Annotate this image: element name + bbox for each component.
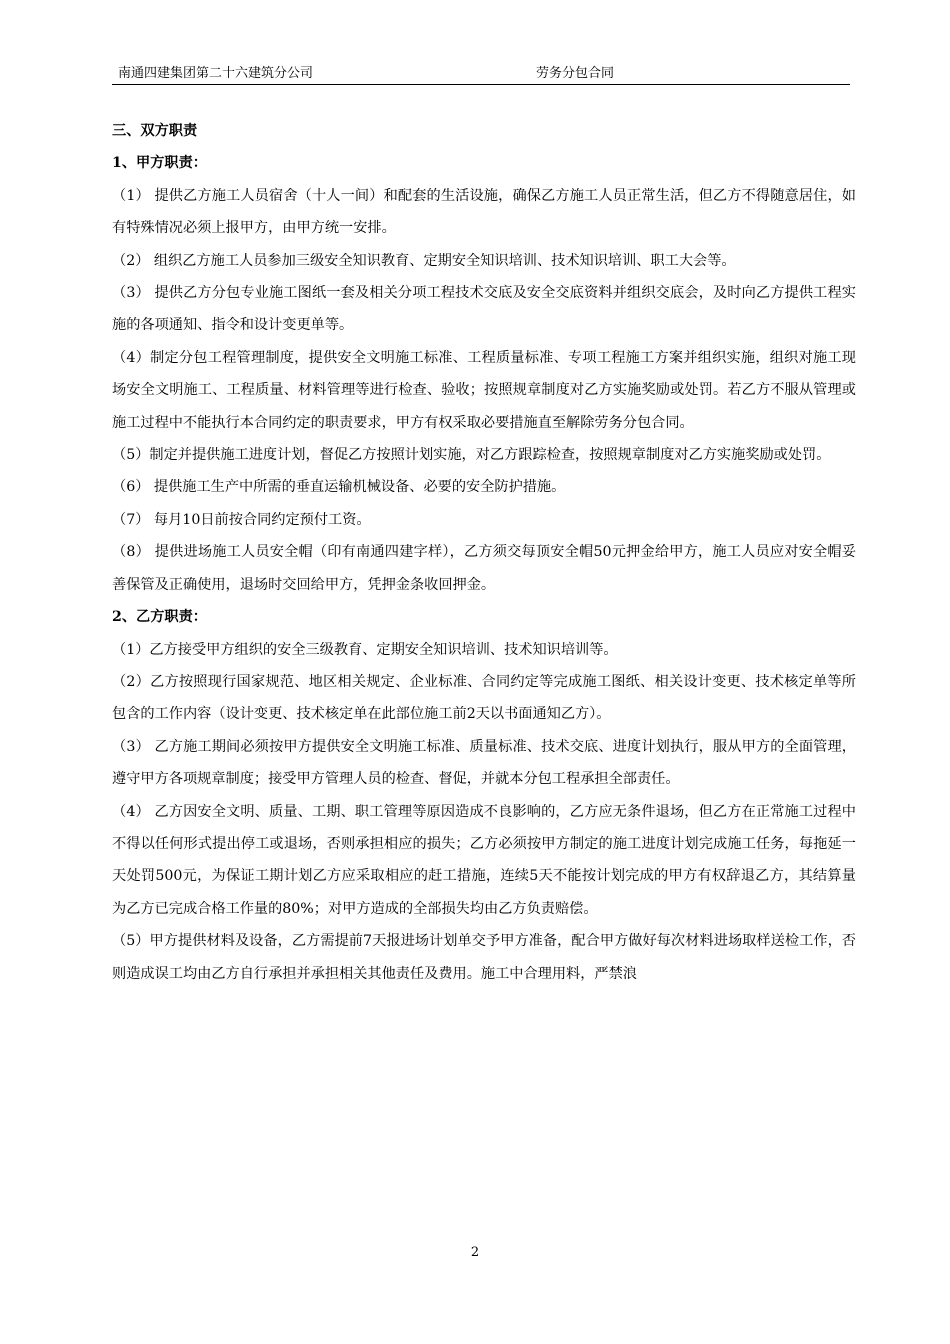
party-b-title: 2、乙方职责：	[112, 609, 207, 626]
party-b-item-5: （5）甲方提供材料及设备，乙方需提前7天报进场计划单交予甲方准备，配合甲方做好每次材料进场取样送检工作，否则造成误工均由乙方自行承担并承担相关其他责任及费用。施工中合理用料，严禁浪	[112, 933, 856, 982]
party-a-title: 1、甲方职责：	[112, 155, 207, 172]
header-doc-title: 劳务分包合同	[536, 66, 615, 81]
header-company: 南通四建集团第二十六建筑分公司	[118, 66, 314, 81]
section-title: 三、双方职责	[112, 123, 198, 139]
document-body	[112, 115, 856, 990]
party-a-item-2: （2） 组织乙方施工人员参加三级安全知识教育、定期安全知识培训、技术知识培训、职工大会等。	[112, 252, 736, 269]
party-a-item-1: （1） 提供乙方施工人员宿舍（十人一间）和配套的生活设施，确保乙方施工人员正常生活，但乙方不得随意居住，如有特殊情况必须上报甲方，由甲方统一安排。	[112, 187, 856, 237]
party-a-item-7: （7） 每月10日前按合同约定预付工资。	[112, 511, 371, 528]
party-b-item-3: （3） 乙方施工期间必须按甲方提供安全文明施工标准、质量标准、技术交底、进度计划执行，服从甲方的全面管理，遵守甲方各项规章制度；接受甲方管理人员的检查、督促，并就本分包工程承担全部责任。	[112, 738, 856, 788]
party-a-item-3: （3） 提供乙方分包专业施工图纸一套及相关分项工程技术交底及安全交底资料并组织交底会，及时向乙方提供工程实施的各项通知、指令和设计变更单等。	[112, 285, 856, 334]
page-header	[112, 66, 850, 85]
party-a-item-4: （4）制定分包工程管理制度，提供安全文明施工标准、工程质量标准、专项工程施工方案并组织实施，组织对施工现场安全文明施工、工程质量、材料管理等进行检查、验收；按照规章制度对乙方实施奖励或处罚。若乙方不服从管理或施工过程中不能执行本合同约定的职责要求，甲方有权采取必要措施直至解除劳务分包合同。	[112, 349, 856, 431]
party-a-item-8: （8） 提供进场施工人员安全帽（印有南通四建字样），乙方须交每顶安全帽50元押金给甲方，施工人员应对安全帽妥善保管及正确使用，退场时交回给甲方，凭押金条收回押金。	[112, 544, 856, 593]
party-a-item-5: （5）制定并提供施工进度计划，督促乙方按照计划实施，对乙方跟踪检查，按照规章制度对乙方实施奖励或处罚。	[112, 447, 831, 464]
party-b-item-2: （2）乙方按照现行国家规范、地区相关规定、企业标准、合同约定等完成施工图纸、相关设计变更、技术核定单等所包含的工作内容（设计变更、技术核定单在此部位施工前2天以书面通知乙方）。	[112, 673, 856, 723]
party-a-item-6: （6） 提供施工生产中所需的垂直运输机械设备、必要的安全防护措施。	[112, 479, 566, 496]
party-b-item-1: （1）乙方接受甲方组织的安全三级教育、定期安全知识培训、技术知识培训等。	[112, 641, 618, 658]
party-b-item-4: （4） 乙方因安全文明、质量、工期、职工管理等原因造成不良影响的，乙方应无条件退场，但乙方在正常施工过程中不得以任何形式提出停工或退场，否则承担相应的损失；乙方必须按甲方制定的施工进度计划完成施工任务，每拖延一天处罚500元，为保证工期计划乙方应采取相应的赶工措施，连续5天不能按计划完成的甲方有权辞退乙方，其结算量为乙方已完成合格工作量的80%；对甲方造成的全部损失均由乙方负责赔偿。	[112, 803, 856, 917]
page-number: 2	[470, 1245, 480, 1260]
